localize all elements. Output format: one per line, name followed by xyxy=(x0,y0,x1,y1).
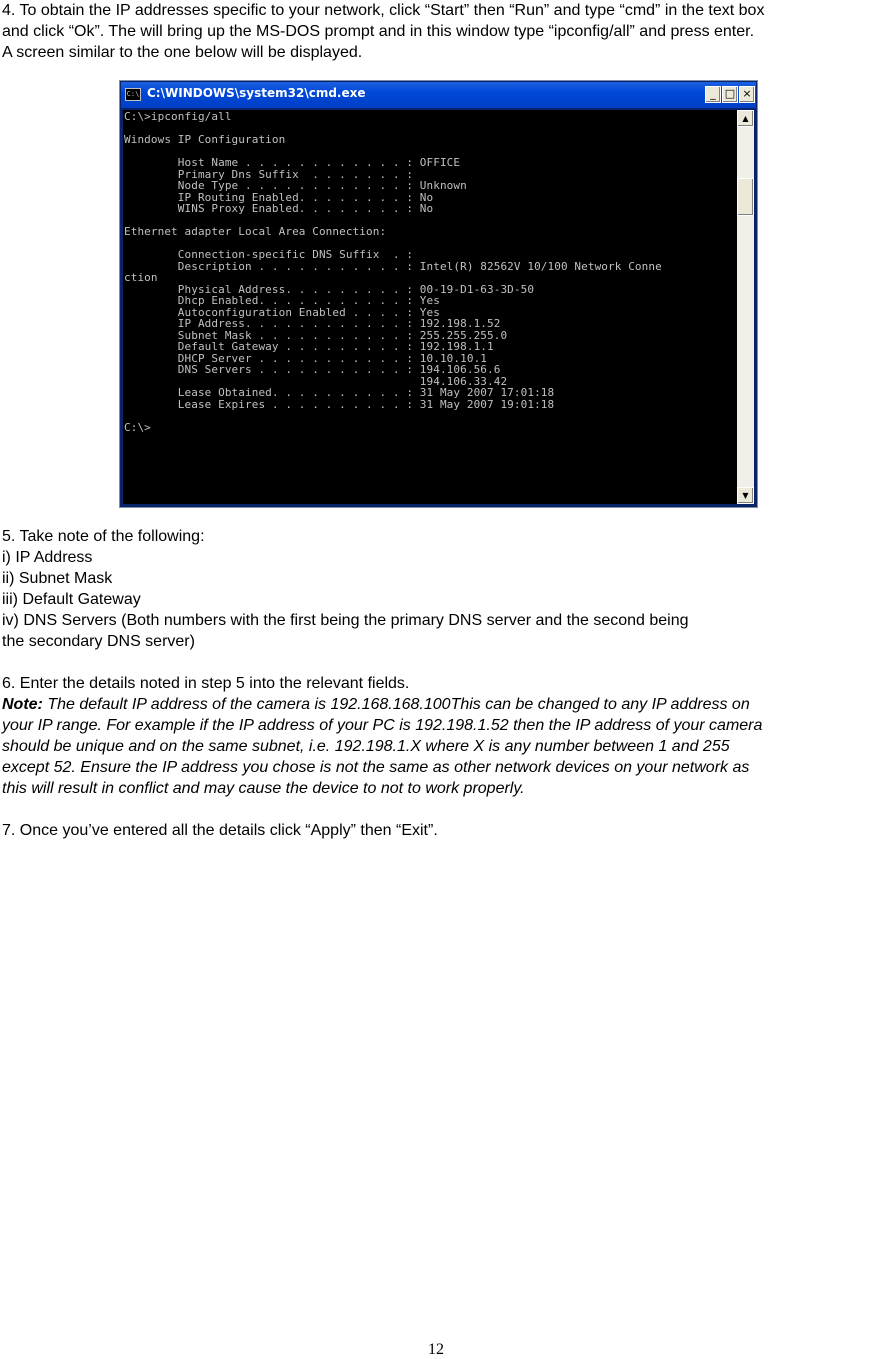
cmd-window xyxy=(119,80,758,508)
note-label: Note: xyxy=(2,696,43,713)
maximize-button[interactable]: □ xyxy=(722,86,738,103)
step-6-text: 6. Enter the details noted in step 5 into the relevant fields. xyxy=(2,675,410,692)
cmd-window-title: C:\WINDOWS\system32\cmd.exe xyxy=(147,86,366,100)
console-text: C:\>ipconfig/all Windows IP Configuration Host Name . . . . . . . . . . . . : OFFICE Primary Dns Suffix . . . . . . . : Node Type . . . . . . . . . . . . : Unknown IP Routing Enabled. . . . . . . . : No WINS Proxy Enabled. . . . . . . . : No Ethernet adapter Local Area Connection: Connection-specific DNS Suffix . : Description . . . . . . . . . . . : Intel(R) 82562V 10/100 Network Conne ction Physical Address. . . . . . . . . : 00-19-D1-63-3D-50 Dhcp Enabled. . . . . . . . . . . : Yes Autoconfiguration Enabled . . . . : Yes IP Address. . . . . . . . . . . . : 192.198.1.52 Subnet Mask . . . . . . . . . . . : 255.255.255.0 Default Gateway . . . . . . . . . : 192.198.1.1 DHCP Server . . . . . . . . . . . : 10.10.10.1 DNS Servers . . . . . . . . . . . : 194.106.56.6 194.106.33.42 Lease Obtained. . . . . . . . . . : 31 May 2007 17:01:18 Lease Expires . . . . . . . . . . : 31 May 2007 19:01:18 C:\> xyxy=(124,110,662,434)
note-line: this will result in conflict and may cause the device to not to work properly. xyxy=(2,780,525,797)
note-line: your IP range. For example if the IP address of your PC is 192.198.1.52 then the IP address of your camera xyxy=(2,717,763,734)
note-line: except 52. Ensure the IP address you chose is not the same as other network devices on your network as xyxy=(2,759,750,776)
step-5-item: iv) DNS Servers (Both numbers with the first being the primary DNS server and the second being xyxy=(2,612,689,629)
step-5-paragraph xyxy=(2,526,870,652)
close-button[interactable]: × xyxy=(739,86,755,103)
step-4-line: 4. To obtain the IP addresses specific to your network, click “Start” then “Run” and type “cmd” in the text box xyxy=(2,2,765,19)
step-6-paragraph xyxy=(2,673,870,799)
scroll-down-button[interactable]: ▼ xyxy=(737,487,754,504)
cmd-window-icon: C:\ xyxy=(125,88,141,101)
step-5-continuation: the secondary DNS server) xyxy=(2,633,195,650)
step-4-line: A screen similar to the one below will be displayed. xyxy=(2,44,363,61)
step-4-paragraph xyxy=(2,0,870,63)
vertical-scrollbar[interactable] xyxy=(737,110,754,504)
page-number: 12 xyxy=(428,1341,444,1358)
step-5-item: i) IP Address xyxy=(2,549,93,566)
note-line: The default IP address of the camera is 192.168.168.100This can be changed to any IP address on xyxy=(42,696,750,713)
step-5-heading: 5. Take note of the following: xyxy=(2,528,205,545)
console-output xyxy=(123,110,737,504)
minimize-button[interactable]: _ xyxy=(705,86,721,103)
note-line: should be unique and on the same subnet, i.e. 192.198.1.X where X is any number between 1 and 255 xyxy=(2,738,730,755)
cmd-title-bar xyxy=(121,82,756,108)
step-4-line: and click “Ok”. The will bring up the MS-DOS prompt and in this window type “ipconfig/all” and press enter. xyxy=(2,23,755,40)
step-5-item: iii) Default Gateway xyxy=(2,591,141,608)
step-7-paragraph xyxy=(2,820,870,841)
step-5-item: ii) Subnet Mask xyxy=(2,570,113,587)
scroll-thumb[interactable] xyxy=(737,178,754,216)
step-7-text: 7. Once you’ve entered all the details click “Apply” then “Exit”. xyxy=(2,822,438,839)
scroll-up-button[interactable]: ▲ xyxy=(737,110,754,127)
